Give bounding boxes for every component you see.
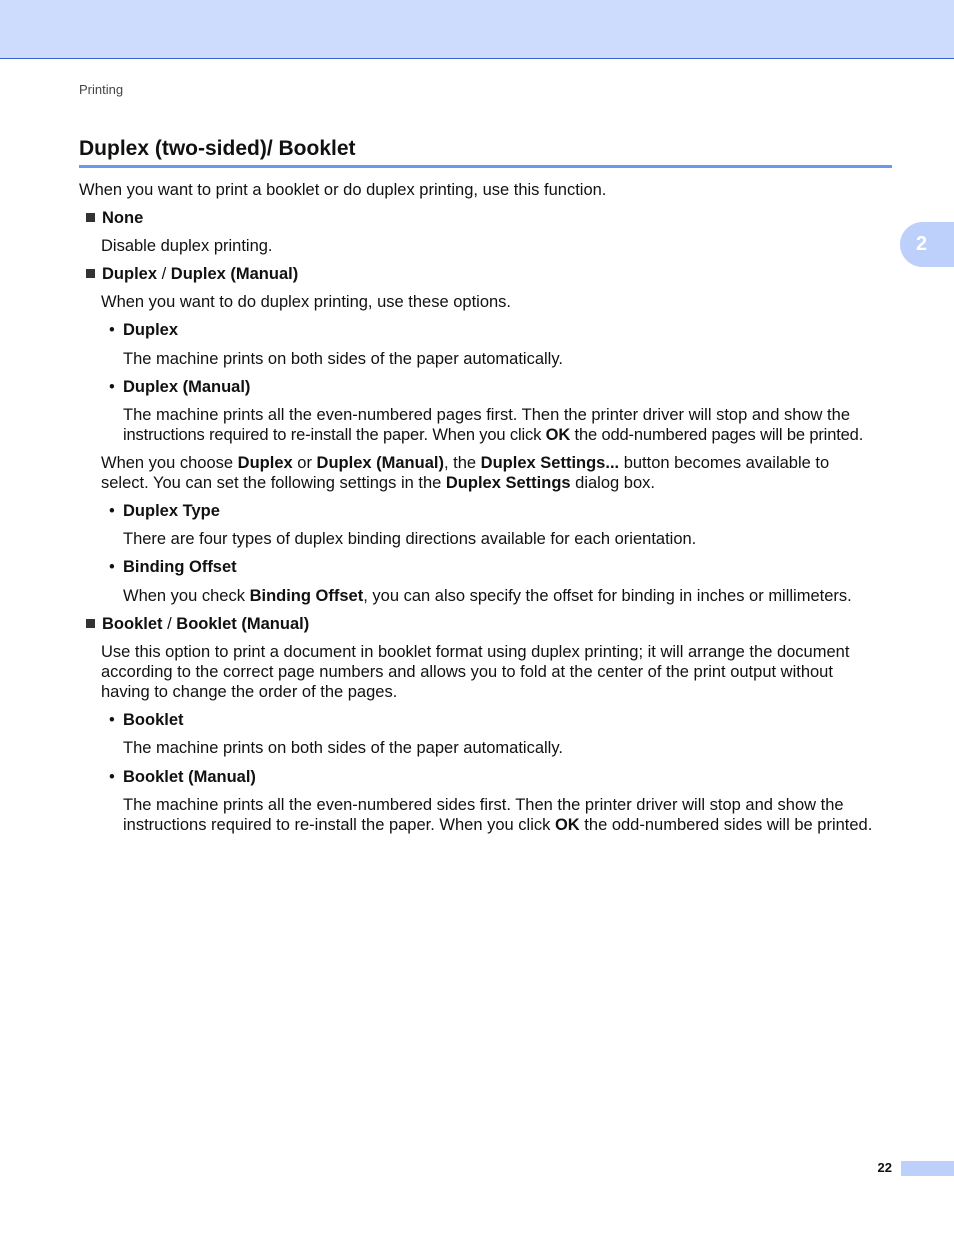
- option-booklet-desc-3: having to change the order of the pages.: [101, 683, 398, 701]
- title-divider: [79, 165, 892, 168]
- intro-text: When you want to print a booklet or do duplex printing, use this function.: [79, 181, 607, 199]
- suboption-duplex-manual-desc-1: The machine prints all the even-numbered pages first. Then the printer driver will stop and show the: [123, 406, 850, 424]
- header-band: [0, 0, 954, 59]
- dot-bullet-icon: •: [109, 378, 115, 396]
- suboption-duplex-type-desc: There are four types of duplex binding directions available for each orientation.: [123, 530, 697, 548]
- option-booklet-desc-1: Use this option to print a document in booklet format using duplex printing; it will arrange the document: [101, 643, 850, 661]
- square-bullet-icon: [86, 619, 95, 628]
- option-duplex: Duplex / Duplex (Manual): [86, 264, 298, 284]
- page-number: 22: [877, 1160, 892, 1175]
- suboption-binding-offset: • Binding Offset: [109, 558, 237, 576]
- option-none: None: [86, 208, 143, 228]
- suboption-booklet-desc: The machine prints on both sides of the paper automatically.: [123, 739, 563, 757]
- duplex-settings-text-2: select. You can set the following settings in the Duplex Settings dialog box.: [101, 474, 655, 492]
- option-none-desc: Disable duplex printing.: [101, 237, 273, 255]
- suboption-duplex-type: • Duplex Type: [109, 502, 220, 520]
- page-title: Duplex (two-sided)/ Booklet: [79, 137, 356, 160]
- dot-bullet-icon: •: [109, 768, 115, 786]
- duplex-settings-text-1: When you choose Duplex or Duplex (Manual), the Duplex Settings... button becomes available to: [101, 454, 830, 472]
- suboption-booklet-manual-desc-2: instructions required to re-install the paper. When you click OK the odd-numbered sides will be printed.: [123, 816, 873, 834]
- dot-bullet-icon: •: [109, 321, 115, 339]
- square-bullet-icon: [86, 213, 95, 222]
- suboption-duplex-desc: The machine prints on both sides of the paper automatically.: [123, 350, 563, 368]
- dot-bullet-icon: •: [109, 711, 115, 729]
- breadcrumb: Printing: [79, 82, 124, 97]
- suboption-booklet-manual-desc-1: The machine prints all the even-numbered sides first. Then the printer driver will stop and show the: [123, 796, 844, 814]
- dot-bullet-icon: •: [109, 502, 115, 520]
- option-duplex-desc: When you want to do duplex printing, use these options.: [101, 293, 512, 311]
- footer-bar: [901, 1161, 954, 1176]
- suboption-duplex-manual-desc-2: instructions required to re-install the paper. When you click OK the odd-numbered pages will be printed.: [123, 426, 864, 444]
- suboption-duplex-manual: • Duplex (Manual): [109, 378, 251, 396]
- option-booklet: Booklet / Booklet (Manual): [86, 614, 309, 634]
- suboption-booklet-manual: • Booklet (Manual): [109, 768, 256, 786]
- option-booklet-desc-2: according to the correct page numbers and allows you to fold at the center of the print output without: [101, 663, 833, 681]
- square-bullet-icon: [86, 269, 95, 278]
- suboption-duplex: • Duplex: [109, 321, 179, 339]
- chapter-tab: 2: [900, 222, 954, 267]
- suboption-booklet: • Booklet: [109, 711, 184, 729]
- dot-bullet-icon: •: [109, 558, 115, 576]
- suboption-binding-offset-desc: When you check Binding Offset, you can also specify the offset for binding in inches or millimeters.: [123, 587, 852, 605]
